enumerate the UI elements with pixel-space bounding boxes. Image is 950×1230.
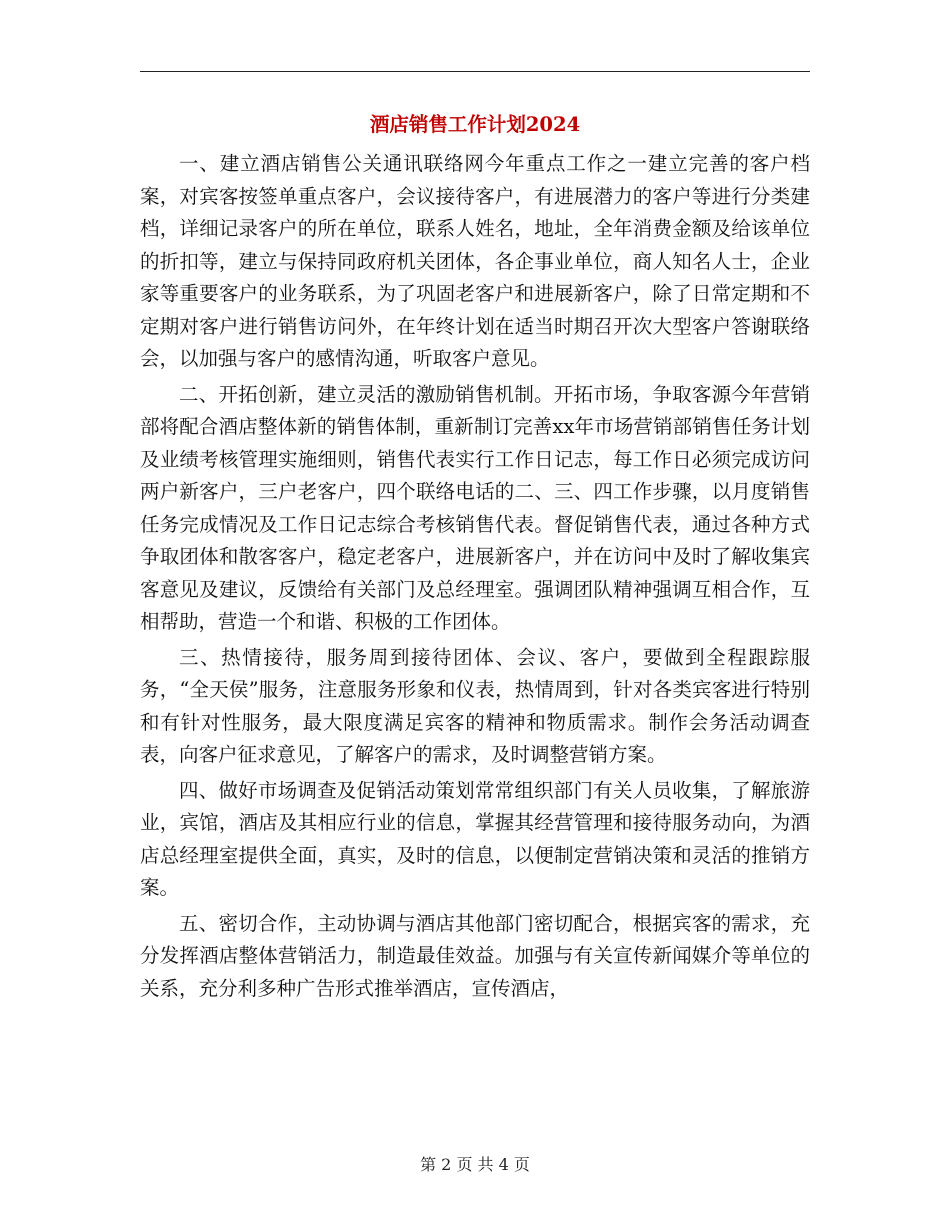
document-body <box>140 148 810 1008</box>
paragraph-4: 四、做好市场调查及促销活动策划常常组织部门有关人员收集，了解旅游业，宾馆，酒店及其相应行业的信息，掌握其经营管理和接待服务动向，为酒店总经理室提供全面，真实，及时的信息，以便制定营销决策和灵活的推销方案。 <box>140 778 810 899</box>
header-rule <box>140 71 810 72</box>
document-title: 酒店销售工作计划2024 <box>369 113 581 136</box>
paragraph-5: 五、密切合作，主动协调与酒店其他部门密切配合，根据宾客的需求，充分发挥酒店整体营销活力，制造最佳效益。加强与有关宣传新闻媒介等单位的关系，充分利多种广告形式推举酒店，宣传酒店， <box>140 911 810 1000</box>
paragraph-1: 一、建立酒店销售公关通讯联络网今年重点工作之一建立完善的客户档案，对宾客按签单重点客户，会议接待客户，有进展潜力的客户等进行分类建档，详细记录客户的所在单位，联系人姓名，地址，全年消费金额及给该单位的折扣等，建立与保持同政府机关团体，各企事业单位，商人知名人士，企业家等重要客户的业务联系，为了巩固老客户和进展新客户，除了日常定期和不定期对客户进行销售访问外，在年终计划在适当时期召开次大型客户答谢联络会，以加强与客户的感情沟通，听取客户意见。 <box>140 152 810 370</box>
page-number-footer: 第 2 页 共 4 页 <box>420 1155 530 1174</box>
paragraph-2: 二、开拓创新，建立灵活的激励销售机制。开拓市场，争取客源今年营销部将配合酒店整体新的销售体制，重新制订完善xx年市场营销部销售任务计划及业绩考核管理实施细则，销售代表实行工作日记志，每工作日必须完成访问两户新客户，三户老客户，四个联络电话的二、三、四工作步骤，以月度销售任务完成情况及工作日记志综合考核销售代表。督促销售代表，通过各种方式争取团体和散客客户，稳定老客户，进展新客户，并在访问中及时了解收集宾客意见及建议，反馈给有关部门及总经理室。强调团队精神强调互相合作，互相帮助，营造一个和谐、积极的工作团体。 <box>140 382 810 633</box>
paragraph-3: 三、热情接待，服务周到接待团体、会议、客户，要做到全程跟踪服务，“全天侯”服务，注意服务形象和仪表，热情周到，针对各类宾客进行特别和有针对性服务，最大限度满足宾客的精神和物质需求。制作会务活动调查表，向客户征求意见，了解客户的需求，及时调整营销方案。 <box>140 645 810 766</box>
